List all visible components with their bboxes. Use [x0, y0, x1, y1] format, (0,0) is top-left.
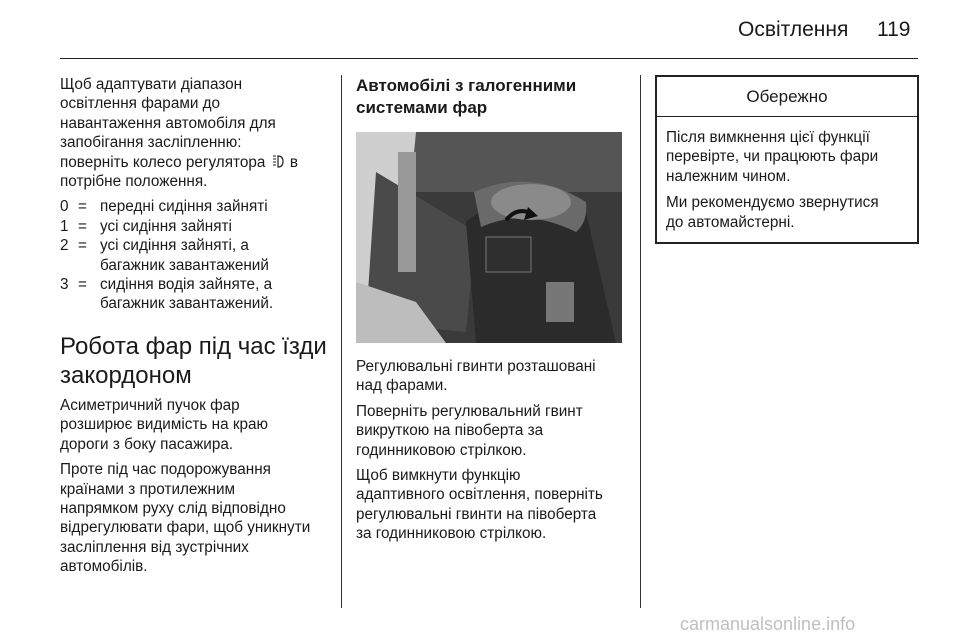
text-line: освітлення фарами до [60, 95, 221, 113]
section-title: Освітлення [738, 18, 849, 41]
definition-key: 1 [60, 217, 69, 235]
definition-key: 0 [60, 198, 69, 216]
definition-eq: = [78, 198, 87, 216]
paragraph [60, 460, 330, 576]
text-line: навантаження автомобіля для [60, 114, 276, 132]
text-line: дороги з боку пасажира. [60, 435, 234, 453]
text-line [60, 153, 330, 172]
paragraph [356, 357, 626, 396]
text-line: за годинниковою стрілкою. [356, 525, 547, 543]
heading-line: закордоном [60, 361, 192, 389]
text-line: усі сидіння зайняті, а [100, 237, 249, 255]
definition-list [60, 197, 330, 313]
text-line: адаптивного освітлення, поверніть [356, 486, 603, 504]
paragraph [666, 193, 908, 232]
definition-value [100, 275, 330, 314]
text-fragment: в [289, 153, 298, 171]
headlight-adjustment-photo [356, 132, 622, 343]
headlight-range-icon [272, 154, 284, 169]
heading-line: системами фар [356, 98, 488, 117]
definition-eq: = [78, 276, 87, 294]
text-line: Ми рекомендуємо звернутися [666, 194, 879, 212]
column-divider-1 [341, 75, 342, 608]
text-line: розширює видимість на краю [60, 416, 269, 434]
text-line: відрегулювати фари, щоб уникнути [60, 519, 311, 537]
text-line: країнами з протилежним [60, 480, 236, 498]
definition-item [60, 197, 330, 216]
page-number: 119 [877, 18, 911, 41]
text-line: належним чином. [666, 167, 791, 185]
text-line: Щоб адаптувати діапазон [60, 76, 243, 93]
text-line: Поверніть регулювальний гвинт [356, 402, 583, 420]
definition-value [100, 217, 330, 236]
text-line: Після вимкнення цієї функції [666, 129, 870, 146]
paragraph [666, 128, 908, 186]
header-rule [60, 58, 918, 59]
text-line: запобігання засліпленню: [60, 134, 242, 152]
caution-body [657, 117, 917, 242]
definition-item [60, 217, 330, 236]
paragraph [356, 466, 626, 544]
text-line: годинниковою стрілкою. [356, 441, 527, 459]
definition-item [60, 236, 330, 275]
watermark: carmanualsonline.info [680, 614, 856, 634]
definition-value [100, 236, 330, 275]
paragraph [60, 396, 330, 454]
column-3 [655, 75, 918, 244]
column-divider-2 [640, 75, 641, 608]
text-line: викруткою на півоберта за [356, 422, 544, 440]
subsection-heading [356, 75, 626, 119]
text-line: засліплення від зустрічних [60, 538, 249, 556]
text-line: до автомайстерні. [666, 213, 795, 231]
definition-eq: = [78, 217, 87, 235]
column-2 [356, 75, 626, 550]
text-line: Щоб вимкнути функцію [356, 467, 521, 485]
heading-line: Робота фар під час їзди [60, 332, 327, 360]
text-line: автомобілів. [60, 558, 148, 576]
column-1 [60, 75, 330, 583]
caution-box [655, 75, 919, 244]
text-line: потрібне положення. [60, 173, 208, 191]
caution-title: Обережно [657, 77, 917, 117]
definition-key: 2 [60, 237, 69, 255]
text-fragment: поверніть колесо регулятора [60, 153, 266, 171]
text-line: багажник завантажений [100, 256, 269, 274]
definition-key: 3 [60, 276, 69, 294]
section-heading [60, 332, 330, 390]
heading-line: Автомобілі з галогенними [356, 76, 577, 95]
definition-eq: = [78, 237, 87, 255]
text-line: передні сидіння зайняті [100, 198, 268, 216]
text-line: Асиметричний пучок фар [60, 396, 240, 414]
text-line: Регулювальні гвинти розташовані [356, 358, 596, 375]
definition-item [60, 275, 330, 314]
text-line: регулювальні гвинти на півоберта [356, 505, 597, 523]
intro-paragraph [60, 75, 330, 191]
text-line: сидіння водія зайняте, а [100, 276, 273, 294]
text-line: багажник завантажений. [100, 295, 274, 313]
definition-value [100, 197, 330, 216]
text-line: напрямком руху слід відповідно [60, 499, 286, 517]
paragraph [356, 402, 626, 460]
text-line: усі сидіння зайняті [100, 217, 232, 235]
text-line: Проте під час подорожування [60, 461, 271, 479]
text-line: над фарами. [356, 377, 448, 395]
text-line: перевірте, чи працюють фари [666, 148, 879, 166]
